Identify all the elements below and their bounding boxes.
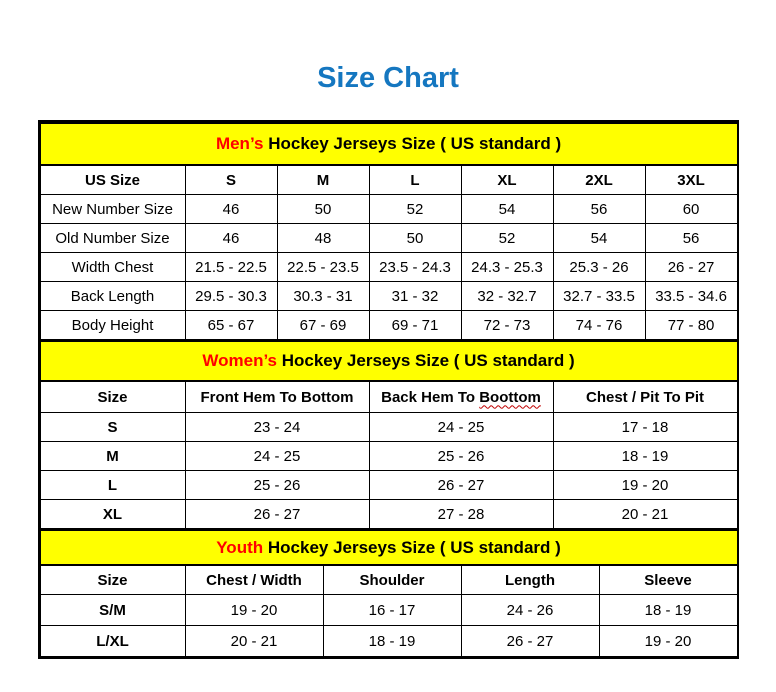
table-row [40,311,737,340]
mens-col-header-s: S [185,165,277,195]
mens-col-header-m: M [277,165,369,195]
table-row [40,224,737,253]
mens-banner-text: Hockey Jerseys Size ( US standard ) [268,134,562,153]
mens-row-label: Width Chest [40,253,185,282]
womens-banner-highlight: Women’s [202,351,277,370]
youth-col-header-shoulder: Shoulder [323,565,461,595]
mens-cell: 26 - 27 [645,253,737,282]
mens-row-label: Old Number Size [40,224,185,253]
mens-cell: 29.5 - 30.3 [185,282,277,311]
womens-cell: 26 - 27 [185,500,369,529]
size-chart [38,120,739,659]
table-row [40,500,737,529]
mens-cell: 48 [277,224,369,253]
womens-row-label: M [40,442,185,471]
womens-row-label: L [40,471,185,500]
mens-row-label: Back Length [40,282,185,311]
mens-cell: 56 [645,224,737,253]
youth-cell: 18 - 19 [599,595,737,626]
page-title: Size Chart [317,62,459,94]
youth-cell: 19 - 20 [185,595,323,626]
mens-col-header-2xl: 2XL [553,165,645,195]
table-row [40,442,737,471]
womens-cell: 26 - 27 [369,471,553,500]
youth-cell: 16 - 17 [323,595,461,626]
womens-col-header-back-hem [369,381,553,413]
womens-header-row [40,381,737,413]
mens-header-row [40,165,737,195]
table-row [40,626,737,657]
womens-size-table [40,340,738,529]
back-hem-misspelled-word: Boottom [479,388,541,406]
mens-cell: 60 [645,195,737,224]
youth-cell: 26 - 27 [461,626,599,657]
mens-cell: 54 [553,224,645,253]
mens-cell: 65 - 67 [185,311,277,340]
youth-cell: 24 - 26 [461,595,599,626]
table-row [40,595,737,626]
mens-cell: 30.3 - 31 [277,282,369,311]
youth-size-table [40,529,738,657]
womens-row-label: XL [40,500,185,529]
mens-size-table [40,122,738,340]
mens-cell: 52 [369,195,461,224]
youth-cell: 19 - 20 [599,626,737,657]
mens-col-header-3xl: 3XL [645,165,737,195]
womens-cell: 25 - 26 [369,442,553,471]
youth-header-row [40,565,737,595]
youth-banner-highlight: Youth [216,537,264,557]
mens-cell: 50 [369,224,461,253]
mens-cell: 54 [461,195,553,224]
table-row [40,195,737,224]
womens-col-header-size: Size [40,381,185,413]
mens-cell: 21.5 - 22.5 [185,253,277,282]
mens-col-header-xl: XL [461,165,553,195]
youth-banner [40,530,737,565]
mens-cell: 74 - 76 [553,311,645,340]
mens-cell: 25.3 - 26 [553,253,645,282]
mens-cell: 23.5 - 24.3 [369,253,461,282]
mens-cell: 31 - 32 [369,282,461,311]
mens-cell: 50 [277,195,369,224]
table-row [40,282,737,311]
womens-cell: 18 - 19 [553,442,737,471]
mens-cell: 24.3 - 25.3 [461,253,553,282]
back-hem-prefix: Back Hem To [381,388,476,406]
womens-banner-row [40,341,737,381]
youth-row-label: S/M [40,595,185,626]
womens-banner [40,341,737,381]
mens-col-header-l: L [369,165,461,195]
womens-banner-text: Hockey Jerseys Size ( US standard ) [281,351,575,370]
mens-cell: 77 - 80 [645,311,737,340]
womens-cell: 20 - 21 [553,500,737,529]
youth-col-header-length: Length [461,565,599,595]
mens-cell: 69 - 71 [369,311,461,340]
mens-cell: 56 [553,195,645,224]
mens-banner-row [40,123,737,165]
youth-col-header-sleeve: Sleeve [599,565,737,595]
mens-cell: 52 [461,224,553,253]
youth-col-header-size: Size [40,565,185,595]
table-row [40,253,737,282]
table-row [40,471,737,500]
youth-col-header-chest-width: Chest / Width [185,565,323,595]
mens-cell: 67 - 69 [277,311,369,340]
youth-row-label: L/XL [40,626,185,657]
mens-row-label: Body Height [40,311,185,340]
mens-banner-highlight: Men’s [215,134,264,153]
womens-cell: 24 - 25 [369,413,553,442]
womens-cell: 25 - 26 [185,471,369,500]
womens-col-header-chest: Chest / Pit To Pit [553,381,737,413]
table-row [40,413,737,442]
mens-row-label: New Number Size [40,195,185,224]
mens-cell: 22.5 - 23.5 [277,253,369,282]
mens-cell: 33.5 - 34.6 [645,282,737,311]
mens-cell: 72 - 73 [461,311,553,340]
youth-banner-row [40,530,737,565]
mens-cell: 46 [185,224,277,253]
womens-cell: 24 - 25 [185,442,369,471]
womens-cell: 27 - 28 [369,500,553,529]
womens-col-header-front-hem: Front Hem To Bottom [185,381,369,413]
mens-banner [40,123,737,165]
youth-cell: 18 - 19 [323,626,461,657]
mens-col-header-us-size: US Size [40,165,185,195]
youth-banner-text: Hockey Jerseys Size ( US standard ) [267,537,561,557]
mens-cell: 32.7 - 33.5 [553,282,645,311]
youth-cell: 20 - 21 [185,626,323,657]
womens-cell: 23 - 24 [185,413,369,442]
mens-cell: 32 - 32.7 [461,282,553,311]
mens-cell: 46 [185,195,277,224]
womens-row-label: S [40,413,185,442]
womens-cell: 17 - 18 [553,413,737,442]
womens-cell: 19 - 20 [553,471,737,500]
